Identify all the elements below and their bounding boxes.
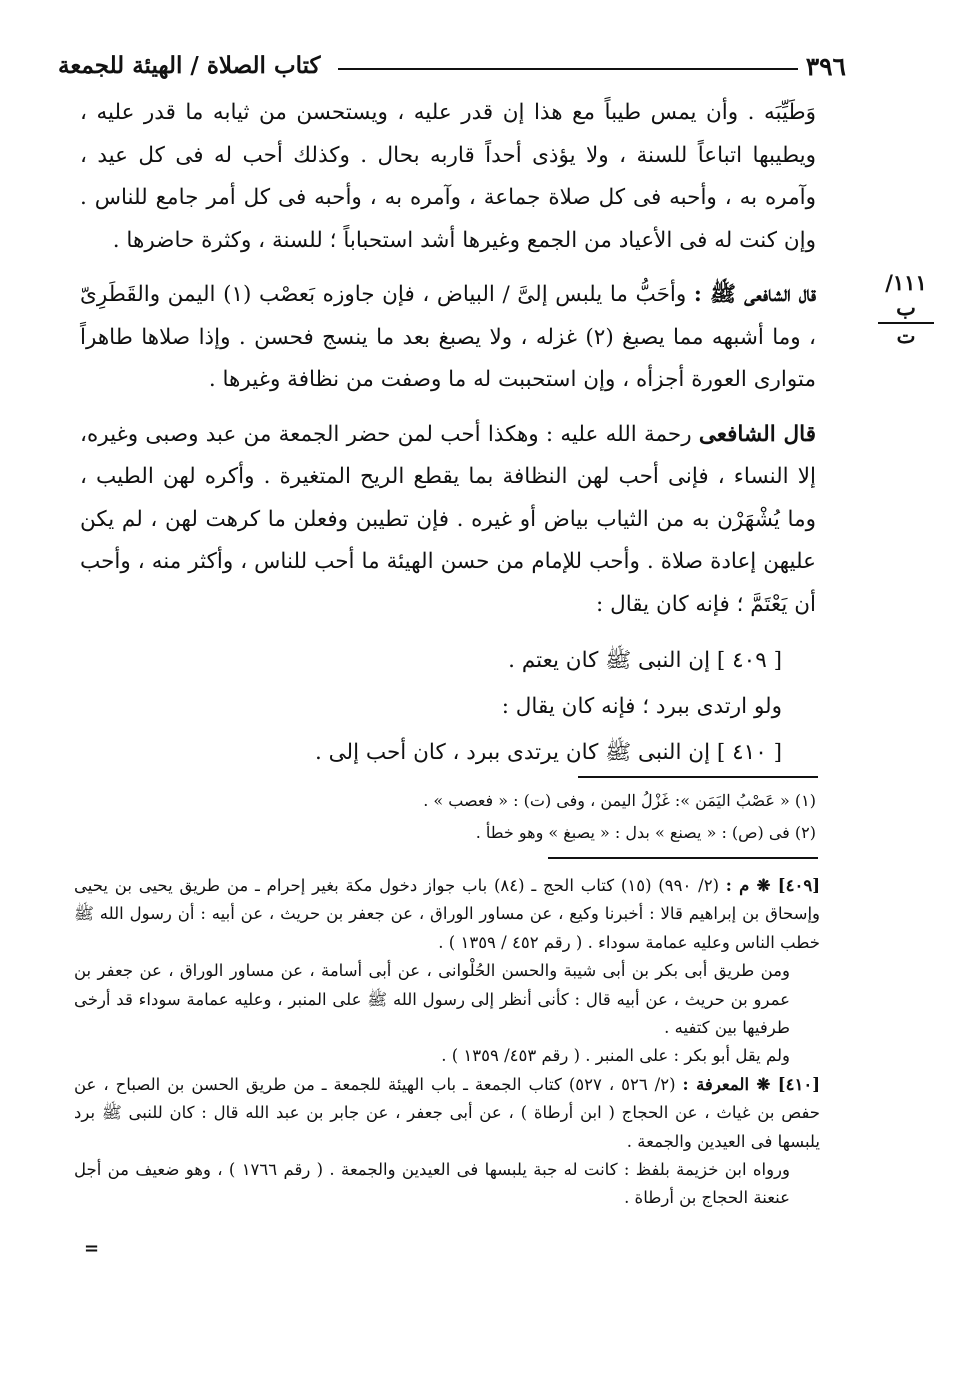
margin-note bbox=[878, 270, 934, 348]
manuscript-siglum: ت bbox=[896, 324, 916, 348]
takhrij-409-note: ولم يقل أبو بكر : على المنبر . ( رقم ٤٥٣/ ١٣٥٩ ) . bbox=[441, 1046, 790, 1066]
hadith-410: [ ٤١٠ ] إن النبى ﷺ كان يرتدى ببرد ، كان أحب إلى . bbox=[314, 740, 782, 765]
takhrij-410-text: (٢/ ٥٢٦ ، ٥٢٧) كتاب الجمعة ـ باب الهيئة للجمعة ـ من طريق الحسن بن الصباح ، عن حفص بن غياث ، عن الحجاج ( ابن أرطاة ) ، عن أبى جعفر ، عن جابر بن عبد الله قال : كان للنبى ﷺ برد يلبسها فى العيدين والجمعة . bbox=[74, 1074, 820, 1151]
running-title: كتاب الصلاة / الهيئة للجمعة bbox=[58, 52, 321, 79]
header-rule bbox=[338, 68, 798, 70]
takhrij-410 bbox=[74, 1071, 820, 1156]
paragraph-2-text: وأحَبُّ ما يلبس إلىَّ / البياض ، فإن جاوزه بَعصْب (١) اليمن والقَطَرِىّ ، وما أشبهه مما يصبغ (٢) غزله ، ولا يصبغ بعد ما ينسج فحسن . وإذا صلاها طاهراً متوارى العورة أجزأه ، وإن استحببت له ما وصفت من نظافة وغيرها . bbox=[80, 282, 816, 392]
hadith-409: [ ٤٠٩ ] إن النبى ﷺ كان يعتم . bbox=[508, 648, 782, 673]
folio-marker: ١١١/ ب bbox=[878, 270, 934, 324]
continuation-mark: = bbox=[84, 1238, 100, 1259]
paragraph-3-lead: قال الشافعى bbox=[698, 421, 817, 447]
takhrij-409-text: (٢/ ٩٩٠) (١٥) كتاب الحج ـ (٨٤) باب جواز دخول مكة بغير إحرام ـ من طريق يحيى بن يحيى وإسحاق بن إبراهيم قالا : أخبرنا وكيع ، عن مساور الوراق ، عن جعفر بن حريث ، عن أبيه : أن رسول الله ﷺ خطب الناس وعليه عمامة سوداء . ( رقم ٤٥٢ / ١٣٥٩ ) . bbox=[74, 876, 820, 952]
transition-line: ولو ارتدى ببرد ؛ فإنه كان يقال : bbox=[501, 694, 782, 719]
takhrij-409 bbox=[74, 872, 820, 957]
paragraph-2 bbox=[80, 274, 816, 402]
footnote-1: (١) « عَصْبُ اليَمَن »: غَزْلُ اليمن ، وفى (ت) : « فعصب » . bbox=[423, 791, 816, 810]
footnote-rule bbox=[578, 776, 818, 778]
takhrij-section bbox=[74, 872, 820, 1213]
main-text bbox=[80, 92, 816, 776]
takhrij-409-ref: [٤٠٩] ❋ م : bbox=[725, 876, 821, 895]
takhrij-rule bbox=[548, 857, 818, 859]
takhrij-410-ref: [٤١٠] ❋ المعرفة : bbox=[682, 1074, 821, 1094]
paragraph-2-lead: قال الشافعى ﷺ : bbox=[693, 282, 816, 307]
paragraph-1: وَطَيِّبَه . وأن يمس طيباً مع هذا إن قدر عليه ، ويستحسن من ثيابه ما قدر عليه ، ويطيبها اتباعاً للسنة ، ولا يؤذى أحداً قاربه بحال . وكذلك أحب له فى كل عيد ، وآمره به ، وأحبه فى كل صلاة جماعة ، وآمره به ، وأحبه فى كل أمر جامع للناس . وإن كنت له فى الأعياد من الجمع وغيرها أشد استحباباً ؛ للسنة ، وكثرة حاضرها . bbox=[80, 100, 816, 253]
paragraph-3 bbox=[80, 414, 816, 627]
page-number: ٣٩٦ bbox=[805, 52, 846, 81]
footnote-2: (٢) فى (ص) : « يصنع » بدل : « يصبغ » وهو خطأ . bbox=[475, 823, 816, 842]
takhrij-409-second: ومن طريق أبى بكر بن أبى شيبة والحسن الحُلْوانى ، عن أبى أسامة ، عن مساور الوراق ، عن جعفر بن عمرو بن حريث ، عن أبيه قال : كأنى أنظر إلى رسول الله ﷺ على المنبر ، وعليه عمامة سوداء قد أرخى طرفيها بين كتفيه . bbox=[74, 961, 790, 1038]
paragraph-3-text: رحمة الله عليه : وهكذا أحب لمن حضر الجمعة من عبد وصبى وغيره، إلا النساء ، فإنى أحب لهن النظافة بما يقطع الريح المتغيرة . وأكره لهن الطيب ، وما يُشْهَرْن به من الثياب بياض أو غيره . فإن تطيبن وفعلن ما كرهت لهن ، لم يكن عليهن إعادة صلاة . وأحب للإمام من حسن الهيئة ما أحب للناس ، وأكثر منه ، وأحب أن يَعْتَمَّ ؛ فإنه كان يقال : bbox=[80, 421, 816, 617]
takhrij-410-second: ورواه ابن خزيمة بلفظ : كانت له جبة يلبسها فى العيدين والجمعة . ( رقم ١٧٦٦ ) ، وهو ضعيف من أجل عنعنة الحجاج بن أرطاة . bbox=[74, 1160, 790, 1208]
